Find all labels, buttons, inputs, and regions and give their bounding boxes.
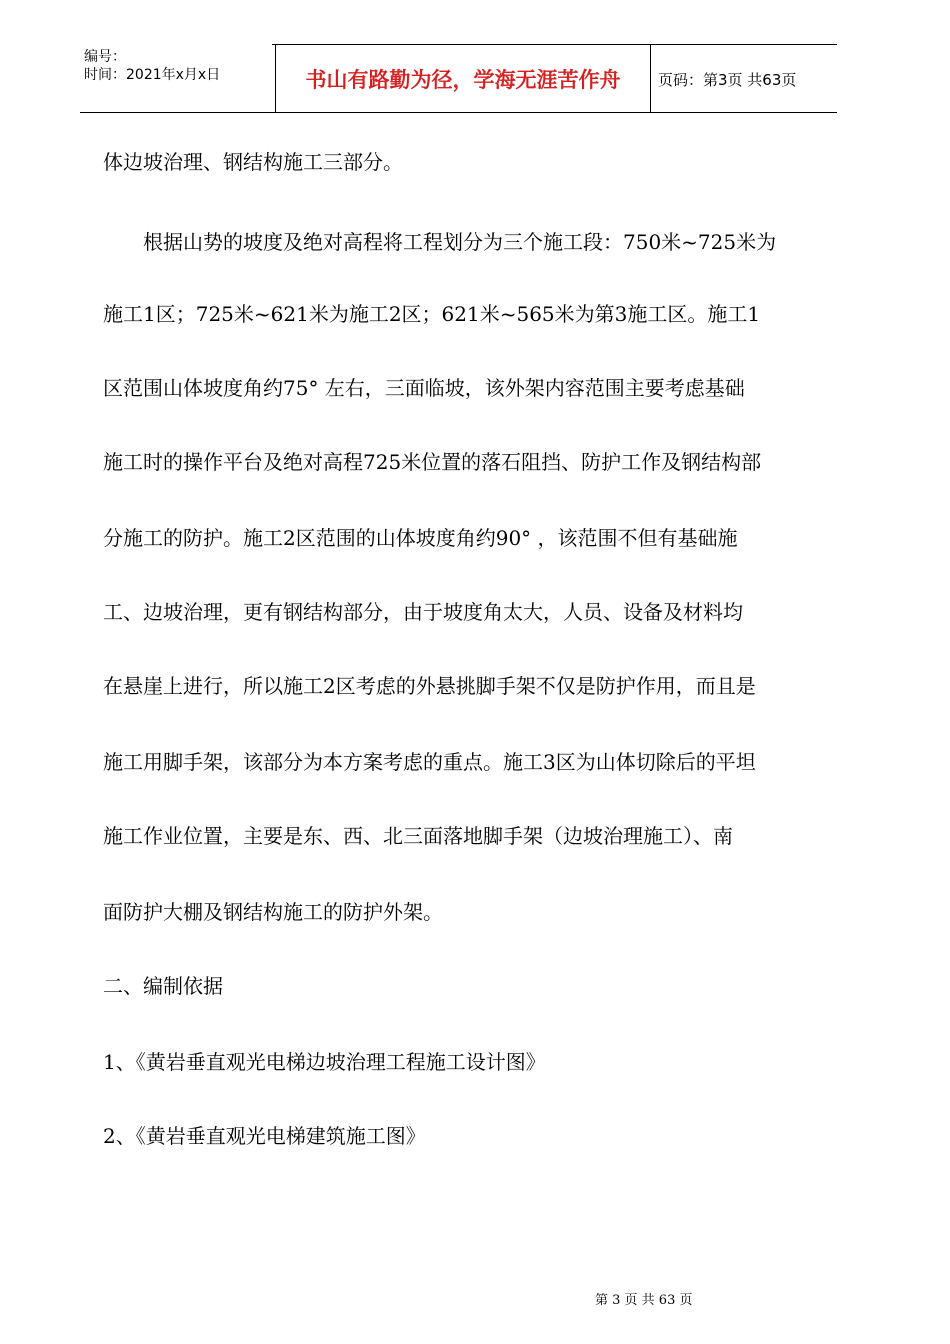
body-line: 体边坡治理、钢结构施工三部分。: [103, 150, 403, 174]
body-line: 工、边坡治理，更有钢结构部分，由于坡度角太大，人员、设备及材料均: [103, 600, 743, 624]
body-line: 在悬崖上进行，所以施工2区考虑的外悬挑脚手架不仅是防护作用，而且是: [103, 674, 756, 698]
body-line: 施工用脚手架，该部分为本方案考虑的重点。施工3区为山体切除后的平坦: [103, 750, 756, 774]
body-line: 施工时的操作平台及绝对高程725米位置的落石阻挡、防护工作及钢结构部: [103, 450, 762, 474]
body-line: 分施工的防护。施工2区范围的山体坡度角约90° ，该范围不但有基础施: [103, 526, 738, 550]
body-line: 区范围山体坡度角约75° 左右，三面临坡，该外架内容范围主要考虑基础: [103, 376, 745, 400]
section-heading: 二、编制依据: [103, 974, 223, 998]
body-line: 施工作业位置，主要是东、西、北三面落地脚手架（边坡治理施工）、南: [103, 824, 733, 848]
header-motto: 书山有路勤为径，学海无涯苦作舟: [305, 68, 621, 92]
header-bottom-rule: [80, 112, 837, 113]
body-line: 施工1区；725米~621米为施工2区；621米~565米为第3施工区。施工1: [103, 302, 761, 326]
header-page-number: 页码：第3页 共63页: [658, 71, 797, 89]
reference-item: 2、《黄岩垂直观光电梯建筑施工图》: [103, 1124, 426, 1148]
document-time-label: 时间：2021年x月x日: [84, 67, 221, 83]
page-header: [80, 44, 837, 114]
document-code-label: 编号：: [84, 49, 126, 65]
body-line: 根据山势的坡度及绝对高程将工程划分为三个施工段：750米~725米为: [103, 230, 777, 254]
header-top-rule: [272, 44, 837, 45]
header-divider-right: [650, 44, 651, 113]
reference-item: 1、《黄岩垂直观光电梯边坡治理工程施工设计图》: [103, 1050, 546, 1074]
body-line: 面防护大棚及钢结构施工的防护外架。: [103, 900, 443, 924]
footer-page-number: 第 3 页 共 63 页: [595, 1293, 693, 1308]
